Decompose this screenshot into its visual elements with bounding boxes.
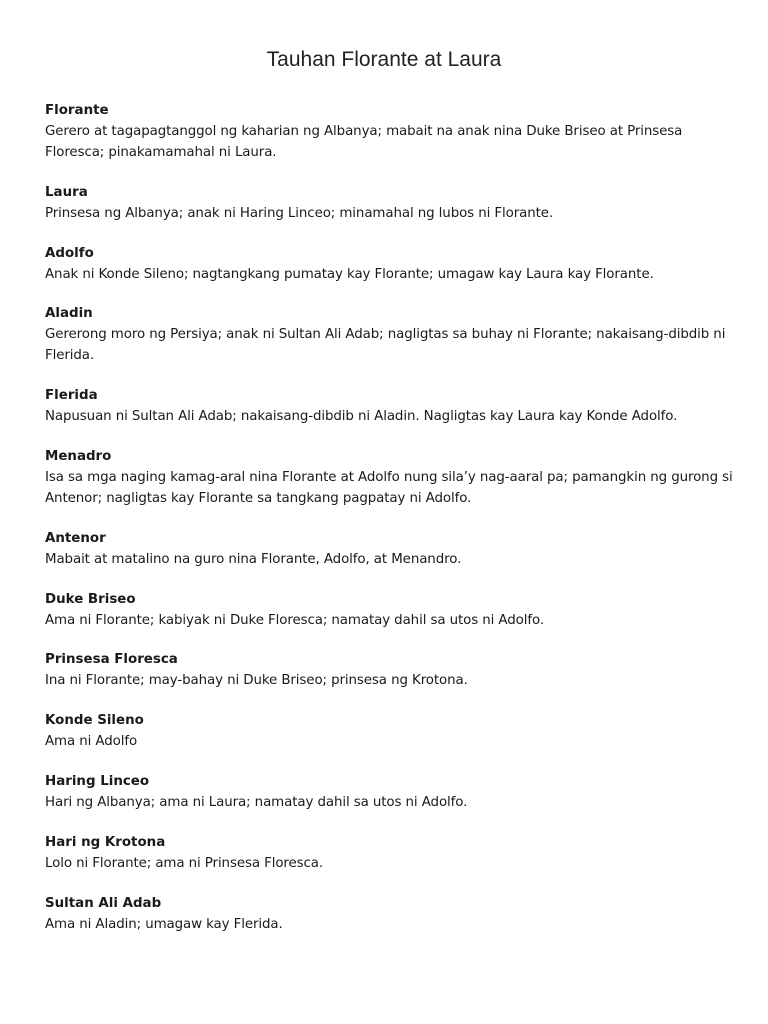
character-entry [45,893,735,935]
character-name: Adolfo [45,245,94,261]
character-entry [45,589,735,631]
character-name: Laura [45,184,88,200]
character-entry [45,385,735,427]
character-name: Konde Sileno [45,713,144,729]
character-description: Anak ni Konde Sileno; nagtangkang pumatay kay Florante; umagaw kay Laura kay Florante. [45,266,654,282]
character-description: Ama ni Adolfo [45,734,138,750]
character-name: Aladin [45,306,93,322]
character-description: Hari ng Albanya; ama ni Laura; namatay dahil sa utos ni Adolfo. [45,794,468,810]
character-name: Antenor [45,530,106,546]
character-name: Hari ng Krotona [45,834,166,850]
character-name: Flerida [45,388,98,404]
character-entry [45,243,735,285]
character-description: Lolo ni Florante; ama ni Prinsesa Floresca. [45,855,324,871]
character-description: Prinsesa ng Albanya; anak ni Haring Linceo; minamahal ng lubos ni Florante. [45,205,554,221]
character-name: Menadro [45,448,112,464]
character-name: Sultan Ali Adab [45,895,162,911]
character-entry [45,100,735,163]
character-entry [45,446,735,509]
page-title: Tauhan Florante at Laura [266,48,502,71]
character-description: Ina ni Florante; may-bahay ni Duke Briseo; prinsesa ng Krotona. [45,673,468,689]
character-description: Ama ni Aladin; umagaw kay Flerida. [45,916,283,932]
character-entry [45,182,735,224]
character-description: Mabait at matalino na guro nina Florante, Adolfo, at Menandro. [45,551,462,567]
character-entry [45,303,735,366]
character-entry [45,771,735,813]
character-description: Ama ni Florante; kabiyak ni Duke Floresca; namatay dahil sa utos ni Adolfo. [45,612,544,628]
character-entry [45,649,735,691]
character-entry [45,832,735,874]
character-name: Prinsesa Floresca [45,652,178,668]
character-list [45,100,735,953]
character-description: Napusuan ni Sultan Ali Adab; nakaisang-dibdib ni Aladin. Nagligtas kay Laura kay Konde Adolfo. [45,409,678,425]
character-name: Duke Briseo [45,591,136,607]
character-name: Florante [45,103,109,118]
character-name: Haring Linceo [45,773,150,789]
character-entry [45,528,735,570]
character-description: Isa sa mga naging kamag-aral nina Florante at Adolfo nung sila’y nag-aaral pa; pamangkin ng gurong si Antenor; nagligtas kay Florante sa tangkang pagpatay ni Adolfo. [45,469,733,506]
character-description: Gererong moro ng Persiya; anak ni Sultan Ali Adab; nagligtas sa buhay ni Florante; nakaisang-dibdib ni Flerida. [45,327,726,364]
character-description: Gerero at tagapagtanggol ng kaharian ng Albanya; mabait na anak nina Duke Briseo at Prinsesa Floresca; pinakamamahal ni Laura. [45,124,683,160]
character-entry [45,710,735,752]
